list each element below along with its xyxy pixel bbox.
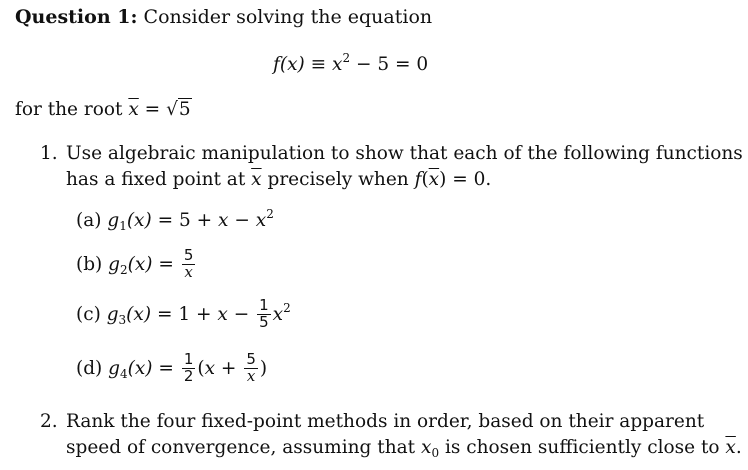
subitem-c-var2: x — [272, 303, 284, 325]
question-heading — [15, 6, 432, 28]
item-1-line2-mid: precisely when — [267, 169, 409, 190]
subitem-c-arg: (x) — [126, 303, 152, 325]
subitem-c-expr-prefix: = 1 + — [156, 303, 212, 325]
subitem-a-expr-prefix: = 5 + — [157, 210, 213, 231]
subitem-c-exp: 2 — [283, 300, 291, 315]
root-eq: = — [144, 99, 161, 120]
root-prefix: for the root — [15, 99, 123, 120]
subitem-d-label: (d) — [76, 357, 103, 379]
item-1-number: 1. — [40, 143, 58, 164]
item-1-paren-open: ( — [421, 169, 429, 190]
subitem-a-var2: x — [255, 210, 267, 231]
subitem-c — [76, 298, 291, 331]
sqrt-symbol: √ — [166, 99, 178, 120]
subitem-a-minus: − — [234, 210, 250, 231]
subitem-a-label: (a) — [76, 210, 102, 231]
subitem-b-arg: (x) — [127, 253, 153, 275]
subitem-d-den2: x — [246, 366, 256, 385]
subitem-b-den: x — [184, 262, 193, 281]
subitem-a-g: g — [107, 210, 120, 231]
eq-function: f — [273, 54, 280, 75]
item-2-end-var: $\overline{x}$ — [725, 437, 736, 458]
item-2-end: . — [735, 437, 742, 458]
subitem-d-fraction-2 — [244, 352, 258, 385]
subitem-a — [76, 207, 274, 233]
subitem-d-eq: = — [158, 357, 174, 379]
subitem-c-fraction — [257, 298, 271, 331]
item-1-line1: Use algebraic manipulation to show that each of the following functions — [66, 143, 743, 164]
subitem-b-label: (b) — [76, 253, 103, 275]
subitem-d-num2: 5 — [246, 350, 256, 368]
subitem-b-sub: 2 — [120, 262, 128, 277]
subitem-b-num: 5 — [183, 246, 194, 264]
eq-exp: 2 — [342, 51, 351, 65]
subitem-c-minus: − — [233, 303, 250, 325]
subitem-d-fraction-1 — [182, 352, 196, 385]
item-1-line2-prefix: has a fixed point at — [66, 169, 246, 190]
subitem-d-arg: (x) — [127, 357, 153, 379]
item-1-paren-close: ) = 0. — [439, 169, 492, 190]
question-intro: Consider solving the equation — [143, 6, 433, 28]
item-2-line2 — [66, 437, 742, 458]
item-2-number: 2. — [40, 411, 58, 432]
subitem-d-paren-open: ( — [197, 357, 205, 379]
item-1-fixed-var: $\overline{x}$ — [251, 169, 262, 190]
eq-var: x — [332, 54, 343, 75]
item-2-line2-prefix: speed of convergence, assuming that — [66, 437, 416, 458]
subitem-d-var: x — [204, 357, 216, 379]
eq-arg: (x) — [279, 54, 305, 75]
subitem-a-sub: 1 — [119, 219, 127, 233]
subitem-c-num: 1 — [259, 296, 269, 314]
subitem-a-arg: (x) — [126, 210, 152, 231]
item-2-x0: x — [421, 437, 432, 458]
item-1-arg-var: $\overline{x}$ — [428, 169, 440, 190]
subitem-c-var: x — [217, 303, 228, 325]
item-2-x0-sub: 0 — [431, 446, 440, 460]
subitem-c-g: g — [106, 303, 119, 325]
subitem-b-fraction — [182, 248, 196, 281]
subitem-d-plus: + — [220, 357, 237, 379]
subitem-c-den: 5 — [259, 312, 269, 331]
eq-rest: − 5 = 0 — [356, 54, 429, 75]
root-line — [15, 99, 192, 120]
subitem-d-g: g — [108, 357, 121, 379]
subitem-d-sub: 4 — [120, 366, 128, 381]
question-label: Question 1: — [15, 6, 138, 28]
subitem-b — [76, 248, 197, 281]
subitem-a-var: x — [218, 210, 229, 231]
item-1-line2 — [66, 169, 491, 190]
subitem-c-label: (c) — [76, 303, 101, 325]
eq-equiv: ≡ — [310, 54, 327, 75]
subitem-c-sub: 3 — [118, 312, 127, 327]
subitem-d — [76, 352, 267, 385]
root-var: $\overline{x}$ — [128, 99, 139, 120]
subitem-b-g: g — [108, 253, 121, 275]
sqrt-radicand: 5 — [178, 99, 191, 120]
subitem-a-exp: 2 — [266, 207, 274, 221]
root-sqrt — [166, 99, 192, 120]
item-2-line1: Rank the four fixed-point methods in order, based on their apparent — [66, 411, 705, 432]
subitem-d-den: 2 — [183, 366, 194, 385]
item-2-line2-mid: is chosen sufficiently close to — [444, 437, 720, 458]
main-equation — [273, 51, 429, 75]
subitem-d-num: 1 — [183, 350, 194, 368]
subitem-d-paren-close: ) — [259, 357, 268, 379]
subitem-b-eq: = — [158, 253, 174, 275]
item-1-f: f — [414, 169, 422, 190]
